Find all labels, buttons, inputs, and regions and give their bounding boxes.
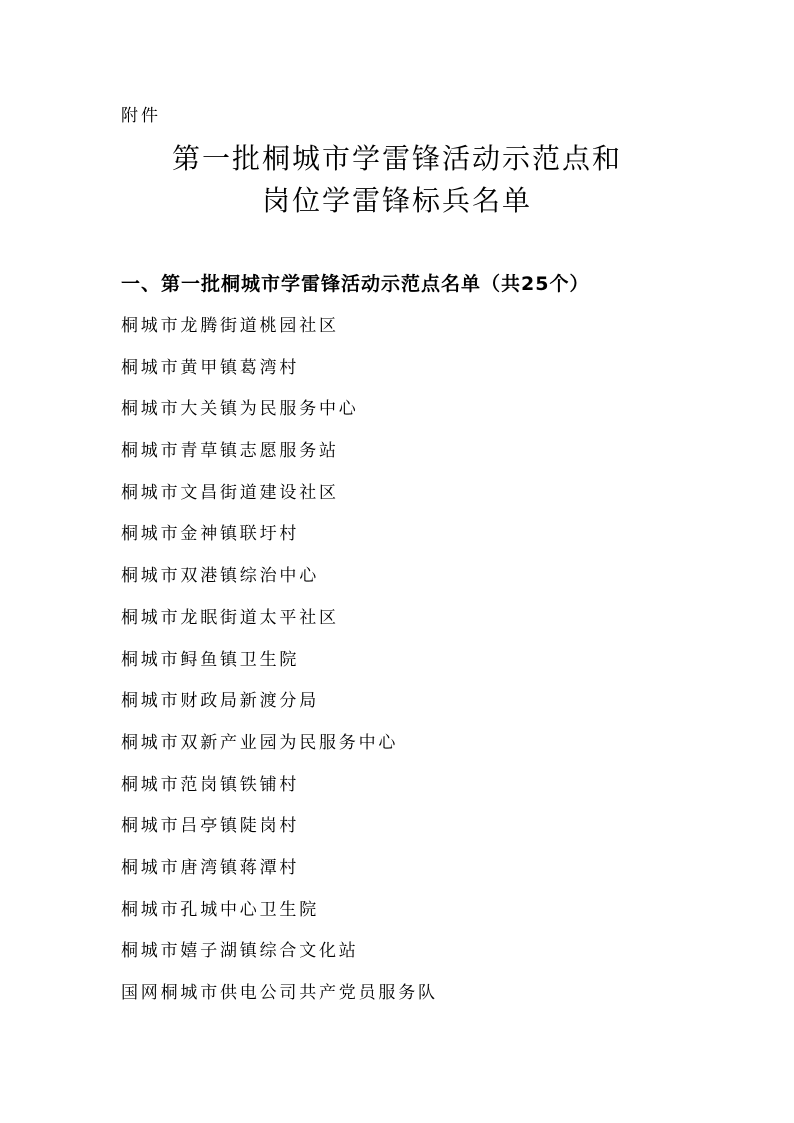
list-item: 桐城市双港镇综治中心: [121, 566, 319, 587]
list-item: 桐城市嬉子湖镇综合文化站: [121, 941, 359, 962]
list-item: 桐城市双新产业园为民服务中心: [121, 732, 399, 753]
list-item: 桐城市文昌街道建设社区: [121, 482, 339, 503]
list-item: 桐城市唐湾镇蒋潭村: [121, 857, 300, 878]
list-item: 桐城市大关镇为民服务中心: [121, 399, 359, 420]
list-item: 桐城市吕亭镇陡岗村: [121, 816, 300, 837]
list-item: 桐城市鲟鱼镇卫生院: [121, 649, 300, 670]
section-heading: 一、第一批桐城市学雷锋活动示范点名单（共25个）: [121, 273, 590, 295]
list-item: 桐城市财政局新渡分局: [121, 691, 319, 712]
list-item: 桐城市孔城中心卫生院: [121, 899, 319, 920]
demonstration-site-list: [121, 311, 438, 1020]
list-item: 桐城市龙眠街道太平社区: [121, 607, 339, 628]
attachment-label: 附件: [121, 106, 161, 126]
list-item: 桐城市龙腾街道桃园社区: [121, 316, 339, 336]
list-item: 桐城市青草镇志愿服务站: [121, 441, 339, 462]
list-item: 国网桐城市供电公司共产党员服务队: [121, 983, 438, 1003]
document-title-line-2: 岗位学雷锋标兵名单: [261, 184, 532, 217]
list-item: 桐城市金神镇联圩村: [121, 524, 300, 545]
document-title-line-1: 第一批桐城市学雷锋活动示范点和: [171, 142, 622, 175]
list-item: 桐城市范岗镇铁铺村: [121, 774, 300, 795]
list-item: 桐城市黄甲镇葛湾村: [121, 357, 300, 378]
